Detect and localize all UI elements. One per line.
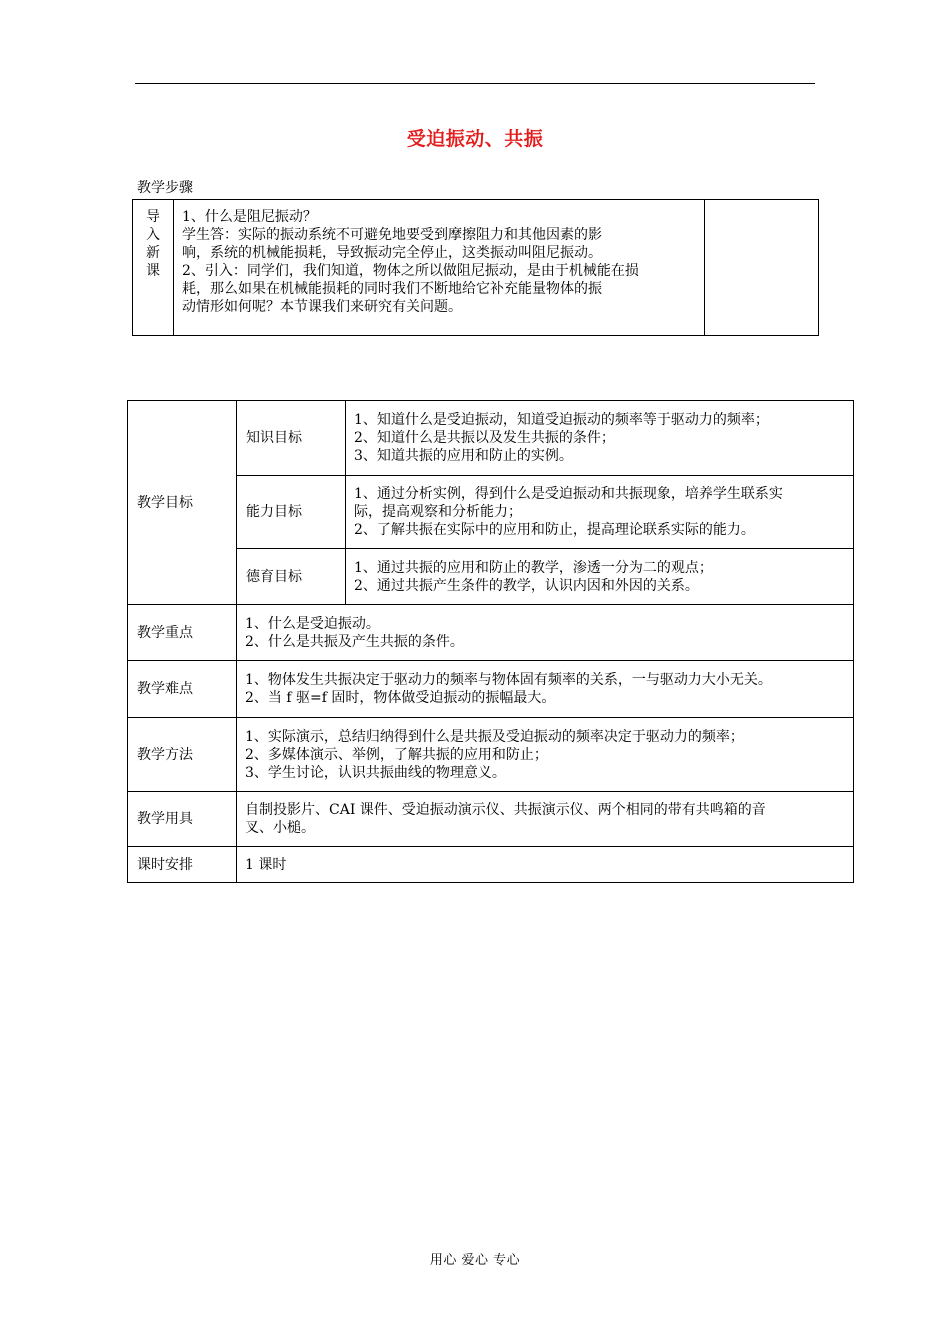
intro-line: 1、什么是阻尼振动？ (182, 209, 317, 225)
intro-label-char: 新 (146, 245, 160, 261)
difficulties-label: 教学难点 (128, 661, 237, 718)
content-line: 1、通过分析实例，得到什么是受迫振动和共振现象，培养学生联系实 (354, 486, 783, 502)
content-line: 1、通过共振的应用和防止的教学，渗透一分为二的观点； (354, 559, 713, 576)
page-title: 受迫振动、共振 (406, 128, 544, 150)
intro-label-char: 导 (146, 209, 160, 225)
schedule-label: 课时安排 (128, 847, 237, 883)
content-line: 2、什么是共振及产生共振的条件。 (245, 633, 464, 650)
content-line: 2、知道什么是共振以及发生共振的条件； (354, 430, 615, 446)
content-line: 1、什么是受迫振动。 (245, 615, 380, 632)
intro-line: 2、引入：同学们，我们知道，物体之所以做阻尼振动，是由于机械能在损 (182, 263, 639, 279)
moral-goal-content (346, 549, 854, 605)
ability-goal-content (346, 476, 854, 549)
steps-label: 教学步骤 (137, 180, 193, 196)
content-line: 叉、小槌。 (245, 820, 315, 836)
content-line: 1、知道什么是受迫振动，知道受迫振动的频率等于驱动力的频率； (354, 412, 769, 428)
footer-text: 用心 爱心 专心 (429, 1253, 521, 1268)
content-line: 2、当 f 驱=f 固时，物体做受迫振动的振幅最大。 (245, 690, 556, 706)
content-line: 2、了解共振在实际中的应用和防止，提高理论联系实际的能力。 (354, 522, 755, 538)
intro-content (174, 200, 705, 336)
methods-label: 教学方法 (128, 718, 237, 792)
tools-label: 教学用具 (128, 792, 237, 847)
teaching-plan-table (127, 400, 854, 883)
ability-goal-label: 能力目标 (237, 476, 346, 549)
key-points-label: 教学重点 (128, 605, 237, 661)
content-line: 3、知道共振的应用和防止的实例。 (354, 448, 573, 464)
intro-line: 耗，那么如果在机械能损耗的同时我们不断地给它补充能量物体的振 (182, 281, 602, 297)
header-rule (135, 83, 815, 84)
intro-label-char: 入 (146, 227, 160, 243)
content-line: 2、多媒体演示、举例，了解共振的应用和防止； (245, 746, 548, 763)
content-line: 际，提高观察和分析能力； (354, 504, 522, 520)
intro-label (133, 200, 174, 336)
moral-goal-label: 德育目标 (237, 549, 346, 605)
intro-line: 学生答：实际的振动系统不可避免地要受到摩擦阻力和其他因素的影 (182, 227, 602, 243)
key-points-content (237, 605, 854, 661)
content-line: 自制投影片、CAI 课件、受迫振动演示仪、共振演示仪、两个相同的带有共鸣箱的音 (245, 802, 766, 818)
methods-content (237, 718, 854, 792)
content-line: 1、物体发生共振决定于驱动力的频率与物体固有频率的关系，一与驱动力大小无关。 (245, 672, 772, 688)
knowledge-goal-label: 知识目标 (237, 401, 346, 476)
knowledge-goal-content (346, 401, 854, 476)
schedule-value: 1 课时 (237, 847, 854, 883)
difficulties-content (237, 661, 854, 718)
intro-label-char: 课 (146, 263, 160, 279)
goals-label: 教学目标 (128, 401, 237, 605)
tools-content (237, 792, 854, 847)
intro-line: 动情形如何呢？本节课我们来研究有关问题。 (182, 299, 462, 315)
content-line: 2、通过共振产生条件的教学，认识内因和外因的关系。 (354, 577, 699, 594)
intro-table (132, 199, 819, 336)
content-line: 1、实际演示，总结归纳得到什么是共振及受迫振动的频率决定于驱动力的频率； (245, 728, 744, 745)
intro-line: 响，系统的机械能损耗，导致振动完全停止，这类振动叫阻尼振动。 (182, 245, 602, 261)
intro-notes-cell (705, 200, 819, 336)
content-line: 3、学生讨论，认识共振曲线的物理意义。 (245, 764, 506, 781)
